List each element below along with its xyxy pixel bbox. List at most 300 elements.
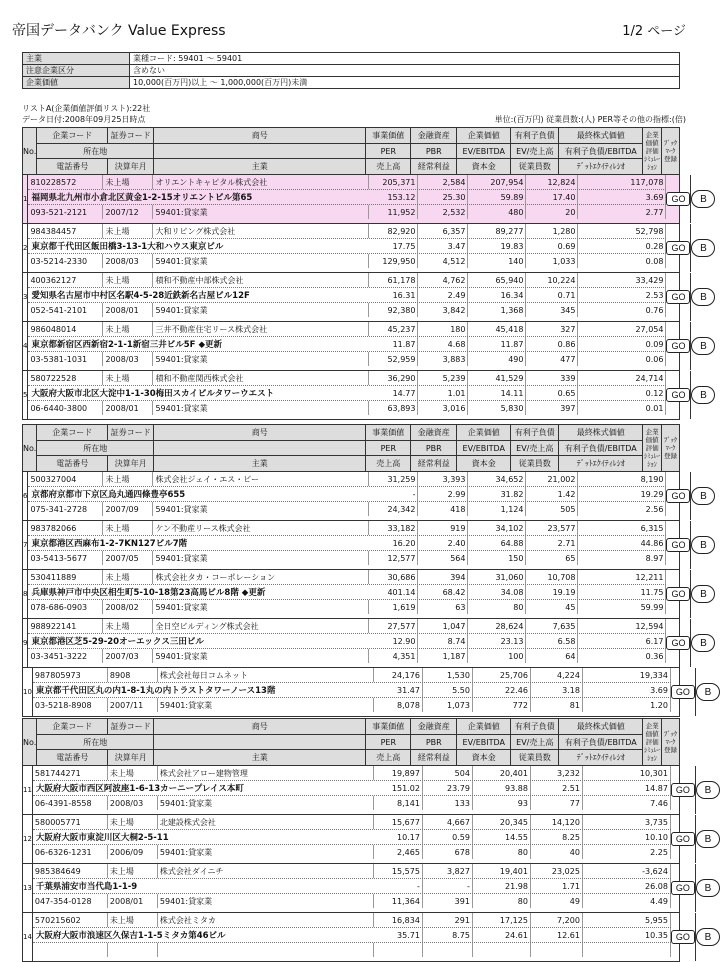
value-cell [531, 943, 583, 957]
go-button[interactable]: GO [666, 388, 690, 402]
column-header: 有利子負債 [511, 425, 559, 440]
securities-code: 未上場 [108, 815, 158, 829]
column-header: 証券コード [108, 719, 154, 734]
phone-number: 06-4391-8558 [33, 796, 108, 810]
securities-code: 未上場 [108, 766, 158, 780]
record-number: 14 [23, 913, 33, 961]
value-cell: 23,577 [526, 521, 578, 535]
table-header [23, 425, 679, 472]
bookmark-cell [696, 913, 720, 961]
value-cell: 2.49 [418, 288, 468, 302]
value-cell: 65 [526, 551, 578, 565]
bookmark-button[interactable]: B [691, 487, 715, 505]
record-line-codes [33, 668, 671, 683]
value-cell: 30,686 [369, 570, 418, 584]
company-record [23, 273, 707, 322]
record-number: 7 [23, 521, 28, 569]
value-cell: 19,334 [583, 668, 671, 682]
value-cell: 12,824 [526, 175, 578, 189]
value-cell: 45,418 [468, 322, 526, 336]
value-cell: - [369, 487, 418, 501]
value-cell: 8.74 [418, 634, 468, 648]
table-header [23, 128, 679, 175]
record-line-codes [28, 371, 666, 386]
address: 大阪府大阪市浪速区久保吉1-1-5ミタカ第46ビル [35, 931, 226, 941]
column-header [154, 144, 366, 159]
value-cell: 2.51 [531, 781, 583, 795]
phone-number: 078-686-0903 [28, 600, 103, 614]
value-cell: 63 [418, 600, 468, 614]
bookmark-button[interactable]: B [696, 683, 720, 701]
go-button[interactable]: GO [666, 636, 690, 650]
value-cell: 59.89 [468, 190, 526, 204]
column-header-bookmark: ﾌﾞｯｸ ﾏｰｸ 登録 [664, 436, 678, 460]
bookmark-cell [691, 175, 715, 223]
value-cell: 21.98 [473, 879, 531, 893]
value-cell: 1,368 [468, 303, 526, 317]
column-header: 決算年月 [108, 750, 154, 765]
company-code: 987805973 [33, 668, 108, 682]
bookmark-cell [691, 371, 715, 419]
record-fields [28, 619, 666, 667]
column-header: 企業価値 [457, 425, 511, 440]
value-cell: 1,124 [468, 502, 526, 516]
value-cell: 16.20 [369, 536, 418, 550]
column-header: 有利子負債/EBITDA [559, 441, 643, 456]
value-cell: 207,954 [468, 175, 526, 189]
go-button[interactable]: GO [671, 832, 695, 846]
value-cell: 3.69 [578, 190, 666, 204]
record-fields [33, 913, 671, 961]
column-header: 事業価値 [366, 128, 411, 143]
record-fields [33, 864, 671, 912]
value-cell: 7.46 [583, 796, 671, 810]
go-button[interactable]: GO [671, 685, 695, 699]
securities-code: 8908 [108, 668, 158, 682]
record-line-address [28, 536, 666, 551]
value-cell: 27,054 [578, 322, 666, 336]
fiscal-month: 2008/01 [108, 894, 158, 908]
phone-number: 047-354-0128 [33, 894, 108, 908]
main-business: 59401:貸家業 [158, 845, 374, 859]
value-cell [423, 943, 473, 957]
value-cell: 291 [423, 913, 473, 927]
eval-sim-cell [671, 766, 696, 814]
search-conditions-table [22, 52, 680, 89]
value-cell: 20,401 [473, 766, 531, 780]
trade-name: 株式会社アロー建物管理 [158, 766, 374, 780]
record-number: 13 [23, 864, 33, 912]
value-cell: 480 [468, 205, 526, 219]
value-cell: 3,232 [531, 766, 583, 780]
column-header: EV/EBITDA [457, 441, 511, 456]
securities-code: 未上場 [103, 224, 153, 238]
value-cell: 34.08 [468, 585, 526, 599]
value-cell: 23,025 [531, 864, 583, 878]
go-button[interactable]: GO [666, 290, 690, 304]
record-number: 3 [23, 273, 28, 321]
value-cell: 23.79 [423, 781, 473, 795]
record-number: 5 [23, 371, 28, 419]
value-cell: 41,529 [468, 371, 526, 385]
address: 大阪府大阪市西区阿波座1-6-13カーニープレイス本町 [35, 784, 244, 794]
bookmark-button[interactable]: B [696, 781, 720, 799]
value-cell: 11.87 [369, 337, 418, 351]
trade-name: 株式会社毎日コムネット [158, 668, 374, 682]
company-code: 530411889 [28, 570, 103, 584]
value-cell: 5.50 [423, 683, 473, 697]
value-cell: 25.30 [418, 190, 468, 204]
eval-sim-cell [666, 175, 691, 223]
value-cell [374, 943, 423, 957]
go-button[interactable]: GO [666, 538, 690, 552]
record-number: 11 [23, 766, 33, 814]
value-cell: 151.02 [374, 781, 423, 795]
value-cell: 17.40 [526, 190, 578, 204]
bookmark-button[interactable]: B [696, 928, 720, 946]
company-code: 400362127 [28, 273, 103, 287]
main-business [158, 943, 374, 957]
value-cell: 45 [526, 600, 578, 614]
value-cell: 8,190 [578, 472, 666, 486]
value-cell: 2.56 [578, 502, 666, 516]
value-cell: 10.10 [583, 830, 671, 844]
value-cell: 327 [526, 322, 578, 336]
value-cell: 3,393 [418, 472, 468, 486]
record-line-codes [33, 913, 671, 928]
go-button[interactable]: GO [666, 489, 690, 503]
column-header: 最終株式価値 [559, 719, 643, 734]
go-button[interactable]: GO [666, 587, 690, 601]
value-cell: 21,002 [526, 472, 578, 486]
bookmark-button[interactable]: B [696, 879, 720, 897]
value-cell: 11.87 [468, 337, 526, 351]
column-header: 主業 [154, 159, 366, 174]
value-cell: 1,187 [418, 649, 468, 663]
trade-name: 株式会社ジェイ・エス・ビー [153, 472, 369, 486]
value-cell: 19.19 [526, 585, 578, 599]
column-header: PBR [411, 735, 457, 750]
header-row [37, 441, 643, 457]
value-cell: 401.14 [369, 585, 418, 599]
company-record [23, 619, 707, 668]
value-cell: 20 [526, 205, 578, 219]
value-cell: 0.09 [578, 337, 666, 351]
main-business: 59401:貸家業 [153, 303, 369, 317]
condition-row [23, 77, 680, 89]
trade-name: 三井不動産住宅リース株式会社 [153, 322, 369, 336]
value-cell: 25,706 [473, 668, 531, 682]
bookmark-button[interactable]: B [691, 634, 715, 652]
value-cell: 15,677 [374, 815, 423, 829]
value-cell: 44.86 [578, 536, 666, 550]
column-header: ﾃﾞｯﾄｴｸｲﾃｨﾚｼｵ [559, 159, 643, 174]
column-header: 売上高 [366, 159, 411, 174]
header-row [37, 719, 643, 735]
value-cell: 22.46 [473, 683, 531, 697]
value-cell: 140 [468, 254, 526, 268]
address: 京都府京都市下京区烏丸通四條豊亭655 [31, 490, 186, 500]
trade-name: 大和リビング株式会社 [153, 224, 369, 238]
company-code: 988922141 [28, 619, 103, 633]
go-button[interactable]: GO [666, 339, 690, 353]
value-cell: 8.25 [531, 830, 583, 844]
column-header: 決算年月 [108, 456, 154, 471]
condition-key: 企業価値 [23, 77, 130, 89]
trade-name: 株式会社ダイニチ [158, 864, 374, 878]
record-line-address [28, 239, 666, 254]
value-cell: 0.36 [578, 649, 666, 663]
value-cell: 68.42 [418, 585, 468, 599]
address: 兵庫県神戸市中央区相生町5-10-18第23高馬ビル8階 ◆更新 [31, 588, 266, 598]
value-cell: 93 [473, 796, 531, 810]
value-cell: 150 [468, 551, 526, 565]
value-cell: 3,827 [423, 864, 473, 878]
value-cell: 505 [526, 502, 578, 516]
header-row [37, 735, 643, 751]
company-table-block [22, 424, 712, 717]
page-title: 帝国データバンク Value Express [12, 23, 226, 39]
column-header-eval-sim: 企業価値 評価 ｼﾐｭﾚｰｼｮﾝ [643, 128, 662, 174]
go-button[interactable]: GO [666, 192, 690, 206]
record-number: 12 [23, 815, 33, 863]
record-fields [28, 472, 666, 520]
value-cell: 2.99 [418, 487, 468, 501]
record-fields [28, 570, 666, 618]
column-header: EV/売上高 [511, 441, 559, 456]
value-cell: 4,224 [531, 668, 583, 682]
value-cell: 10,224 [526, 273, 578, 287]
bookmark-button[interactable]: B [691, 288, 715, 306]
eval-sim-cell [666, 521, 691, 569]
record-line-address [33, 928, 671, 943]
column-header: ﾃﾞｯﾄｴｸｲﾃｨﾚｼｵ [559, 456, 643, 471]
column-header: 金融資産 [411, 128, 457, 143]
column-header: 経常利益 [411, 456, 457, 471]
record-line-phone [33, 796, 671, 810]
value-cell: 10,301 [583, 766, 671, 780]
record-line-codes [28, 273, 666, 288]
bookmark-button[interactable]: B [696, 830, 720, 848]
column-header-bookmark: ﾌﾞｯｸ ﾏｰｸ 登録 [664, 730, 678, 754]
value-cell: 0.69 [526, 239, 578, 253]
value-cell: 1.01 [418, 386, 468, 400]
value-cell: 16.31 [369, 288, 418, 302]
bookmark-button[interactable]: B [691, 585, 715, 603]
trade-name: 北建設株式会社 [158, 815, 374, 829]
value-cell: 2,532 [418, 205, 468, 219]
bookmark-button[interactable]: B [691, 239, 715, 257]
value-cell: 2.71 [526, 536, 578, 550]
value-cell: 4,762 [418, 273, 468, 287]
bookmark-button[interactable]: B [691, 337, 715, 355]
value-cell: 4.49 [583, 894, 671, 908]
securities-code: 未上場 [108, 864, 158, 878]
column-header-eval-sim: 企業価値 評価 ｼﾐｭﾚｰｼｮﾝ [643, 425, 662, 471]
fiscal-month: 2007/11 [108, 698, 158, 712]
condition-row [23, 53, 680, 65]
value-cell: 8,141 [374, 796, 423, 810]
phone-number: 06-6326-1231 [33, 845, 108, 859]
value-cell: 49 [531, 894, 583, 908]
eval-sim-cell [666, 224, 691, 272]
eval-sim-cell [666, 322, 691, 370]
fiscal-month [108, 943, 158, 957]
go-button[interactable]: GO [671, 930, 695, 944]
address: 東京都千代田区丸の内1-8-1丸の内トラストタワーノース13階 [35, 686, 276, 696]
column-header: 電話番号 [37, 456, 108, 471]
value-cell: 0.86 [526, 337, 578, 351]
value-cell: 3.69 [583, 683, 671, 697]
column-header: 有利子負債 [511, 719, 559, 734]
record-line-phone [28, 551, 666, 565]
fiscal-month: 2008/03 [103, 254, 153, 268]
column-header: 資本金 [457, 750, 511, 765]
value-cell: 1,619 [369, 600, 418, 614]
value-cell: 77 [531, 796, 583, 810]
value-cell: 3,735 [583, 815, 671, 829]
address: 大阪府大阪市東淀川区大桐2-5-11 [35, 833, 169, 843]
value-cell: 117,078 [578, 175, 666, 189]
address: 東京都新宿区西新宿2-1-1新宿三井ビル5F ◆更新 [31, 340, 222, 350]
value-cell: 15,575 [374, 864, 423, 878]
bookmark-button[interactable]: B [691, 536, 715, 554]
value-cell: 205,371 [369, 175, 418, 189]
column-header: 所在地 [37, 144, 154, 159]
value-cell: 0.08 [578, 254, 666, 268]
header-row [37, 456, 643, 471]
value-cell: 1,280 [526, 224, 578, 238]
header-row [37, 750, 643, 765]
fiscal-month: 2007/05 [103, 551, 153, 565]
fiscal-month: 2007/09 [103, 502, 153, 516]
record-fields [33, 815, 671, 863]
value-cell: 10.35 [583, 928, 671, 942]
address: 福岡県北九州市小倉北区黄金1-2-15オリエントビル第65 [31, 193, 253, 203]
value-cell: 678 [423, 845, 473, 859]
trade-name: 全日空ビルディング株式会社 [153, 619, 369, 633]
value-cell: 339 [526, 371, 578, 385]
company-code: 983782066 [28, 521, 103, 535]
column-header-no: No. [23, 425, 37, 471]
column-header: 有利子負債/EBITDA [559, 144, 643, 159]
company-record [23, 864, 712, 913]
record-line-address [28, 634, 666, 649]
column-header: 売上高 [366, 456, 411, 471]
column-header-no: No. [23, 719, 37, 765]
company-record [23, 175, 707, 224]
value-cell: 31.47 [374, 683, 423, 697]
value-cell: 24,714 [578, 371, 666, 385]
value-cell: 17,125 [473, 913, 531, 927]
eval-sim-cell [671, 864, 696, 912]
company-record [23, 668, 712, 716]
bookmark-button[interactable]: B [691, 190, 715, 208]
value-cell: 14.77 [369, 386, 418, 400]
main-business: 59401:貸家業 [153, 352, 369, 366]
column-header: 商号 [154, 128, 366, 143]
record-line-phone [28, 502, 666, 516]
company-code: 581744271 [33, 766, 108, 780]
main-business: 59401:貸家業 [153, 401, 369, 415]
securities-code: 未上場 [103, 472, 153, 486]
condition-value: 業種コード: 59401 〜 59401 [130, 53, 680, 65]
value-cell: 14,120 [531, 815, 583, 829]
column-header: 企業コード [37, 128, 108, 143]
bookmark-cell [691, 472, 715, 520]
record-fields [28, 273, 666, 321]
record-fields [28, 175, 666, 223]
eval-sim-cell [666, 570, 691, 618]
record-fields [33, 766, 671, 814]
table-header [23, 719, 679, 766]
value-cell: 82,920 [369, 224, 418, 238]
fiscal-month: 2008/03 [103, 352, 153, 366]
column-header: 電話番号 [37, 159, 108, 174]
value-cell: 0.12 [578, 386, 666, 400]
value-cell: 6,315 [578, 521, 666, 535]
value-cell: 391 [423, 894, 473, 908]
column-header: PER [366, 144, 411, 159]
phone-number: 093-521-2121 [28, 205, 103, 219]
value-cell: 100 [468, 649, 526, 663]
value-cell: 16.34 [468, 288, 526, 302]
column-header: 従業員数 [511, 750, 559, 765]
value-cell: 397 [526, 401, 578, 415]
trade-name: 株式会社ミタカ [158, 913, 374, 927]
value-cell: 64.88 [468, 536, 526, 550]
address: 東京都港区芝5-29-20オーエックス三田ビル [31, 637, 204, 647]
condition-key: 主業 [23, 53, 130, 65]
value-cell: 6,357 [418, 224, 468, 238]
column-header: 最終株式価値 [559, 128, 643, 143]
value-cell: 6.58 [526, 634, 578, 648]
column-header: 電話番号 [37, 750, 108, 765]
value-cell: 14.87 [583, 781, 671, 795]
value-cell: 31,259 [369, 472, 418, 486]
bookmark-button[interactable]: B [691, 386, 715, 404]
value-cell: 19.83 [468, 239, 526, 253]
column-header: 企業価値 [457, 128, 511, 143]
condition-row [23, 65, 680, 77]
value-cell: 36,290 [369, 371, 418, 385]
company-record [23, 472, 707, 521]
go-button[interactable]: GO [671, 783, 695, 797]
main-business: 59401:貸家業 [153, 254, 369, 268]
company-record [23, 570, 707, 619]
trade-name: オリエントキャピタル株式会社 [153, 175, 369, 189]
value-cell: 2.53 [578, 288, 666, 302]
column-header: 資本金 [457, 456, 511, 471]
bookmark-cell [696, 864, 720, 912]
go-button[interactable]: GO [666, 241, 690, 255]
column-header: ﾃﾞｯﾄｴｸｲﾃｨﾚｼｵ [559, 750, 643, 765]
address: 東京都港区西麻布1-2-7KN127ビル7階 [31, 539, 188, 549]
fiscal-month: 2006/09 [108, 845, 158, 859]
address: 愛知県名古屋市中村区名駅4-5-28近鉄新名古屋ビル12F [31, 291, 250, 301]
value-cell: 92,380 [369, 303, 418, 317]
value-cell: 1,033 [526, 254, 578, 268]
record-line-codes [28, 472, 666, 487]
value-cell: 81 [531, 698, 583, 712]
column-header: 事業価値 [366, 719, 411, 734]
go-button[interactable]: GO [671, 881, 695, 895]
phone-number: 06-6440-3800 [28, 401, 103, 415]
record-line-address [33, 830, 671, 845]
main-business: 59401:貸家業 [158, 698, 374, 712]
trade-name: 積和不動産中部株式会社 [153, 273, 369, 287]
bookmark-cell [691, 322, 715, 370]
